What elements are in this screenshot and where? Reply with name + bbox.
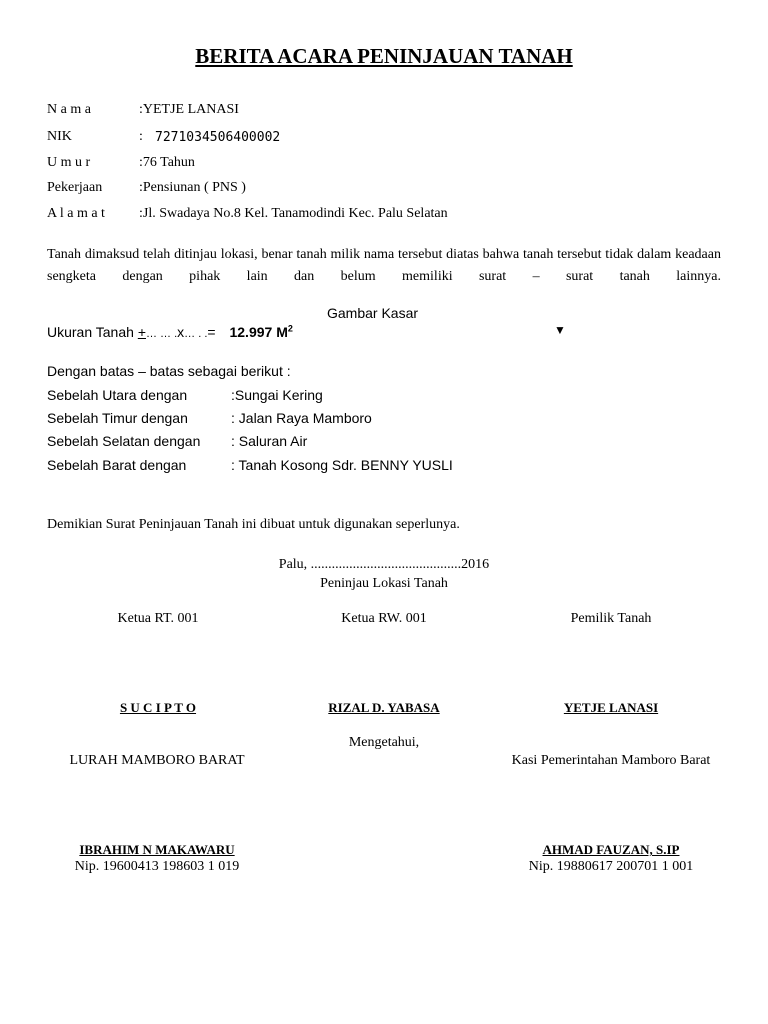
- alamat-label: A l a m a t: [47, 206, 105, 221]
- rt-name: S U C I P T O: [119, 700, 197, 715]
- ukuran-label: Ukuran Tanah: [47, 324, 138, 340]
- area-value: [229, 324, 292, 340]
- owner-name: YETJE LANASI: [563, 700, 659, 715]
- selatan-value: : Saluran Air: [231, 433, 308, 449]
- rw-name: RIZAL D. YABASA: [328, 700, 440, 715]
- lurah-title: LURAH MAMBORO BARAT: [69, 753, 245, 768]
- closing-sentence: Demikian Surat Peninjauan Tanah ini dibuat untuk digunakan seperlunya.: [47, 517, 460, 532]
- dims-b: … . .: [184, 328, 208, 340]
- peninjau-label: Peninjau Lokasi Tanah: [320, 576, 448, 591]
- ukuran-row: [47, 324, 293, 340]
- document-title: BERITA ACARA PENINJAUAN TANAH: [195, 44, 573, 68]
- utara-label: Sebelah Utara dengan: [47, 387, 188, 403]
- dims-x: x: [177, 324, 185, 340]
- kasi-title: Kasi Pemerintahan Mamboro Barat: [511, 753, 711, 768]
- barat-label: Sebelah Barat dengan: [47, 457, 187, 473]
- nik-colon: :: [139, 129, 143, 144]
- utara-value: :Sungai Kering: [231, 387, 323, 403]
- pekerjaan-value: :Pensiunan ( PNS ): [139, 180, 246, 195]
- pekerjaan-label: Pekerjaan: [47, 180, 103, 195]
- kasi-nip: Nip. 19880617 200701 1 001: [528, 859, 694, 874]
- area-number: 12.997 M: [229, 324, 288, 340]
- area-exponent: 2: [287, 323, 293, 334]
- nik-label: NIK: [47, 129, 72, 144]
- umur-label: U m u r: [47, 155, 91, 170]
- selatan-label: Sebelah Selatan dengan: [47, 433, 201, 449]
- alamat-value: :Jl. Swadaya No.8 Kel. Tanamodindi Kec. Palu Selatan: [139, 206, 448, 221]
- plusminus-sign: +: [137, 324, 146, 340]
- kasi-name: AHMAD FAUZAN, S.IP: [542, 842, 680, 857]
- nik-value: 7271034506400002: [155, 130, 281, 145]
- statement-paragraph: Tanah dimaksud telah ditinjau lokasi, benar tanah milik nama tersebut diatas bahwa tanah tersebut tidak dalam keadaan sengketa dengan pihak lain dan belum memiliki surat – surat tanah lainnya.: [47, 247, 721, 284]
- dims-a: … … .: [146, 328, 178, 340]
- dims-equals: =: [207, 324, 216, 340]
- umur-value: :76 Tahun: [139, 155, 195, 170]
- batas-heading: Dengan batas – batas sebagai berikut :: [47, 363, 291, 379]
- lurah-nip: Nip. 19600413 198603 1 019: [74, 859, 240, 874]
- lurah-name: IBRAHIM N MAKAWARU: [79, 842, 235, 857]
- timur-label: Sebelah Timur dengan: [47, 410, 188, 426]
- timur-value: : Jalan Raya Mamboro: [231, 410, 372, 426]
- rt-title: Ketua RT. 001: [117, 611, 199, 626]
- mengetahui-label: Mengetahui,: [348, 735, 420, 750]
- owner-title: Pemilik Tanah: [570, 611, 652, 626]
- rw-title: Ketua RW. 001: [341, 611, 427, 626]
- triangle-down-icon: ▼: [554, 323, 566, 337]
- place-date: Palu, ...........................................2016: [278, 557, 490, 572]
- nama-value: :YETJE LANASI: [139, 102, 239, 117]
- barat-value: : Tanah Kosong Sdr. BENNY YUSLI: [231, 457, 453, 473]
- gambar-kasar-label: Gambar Kasar: [327, 305, 419, 321]
- nama-label: N a m a: [47, 102, 91, 117]
